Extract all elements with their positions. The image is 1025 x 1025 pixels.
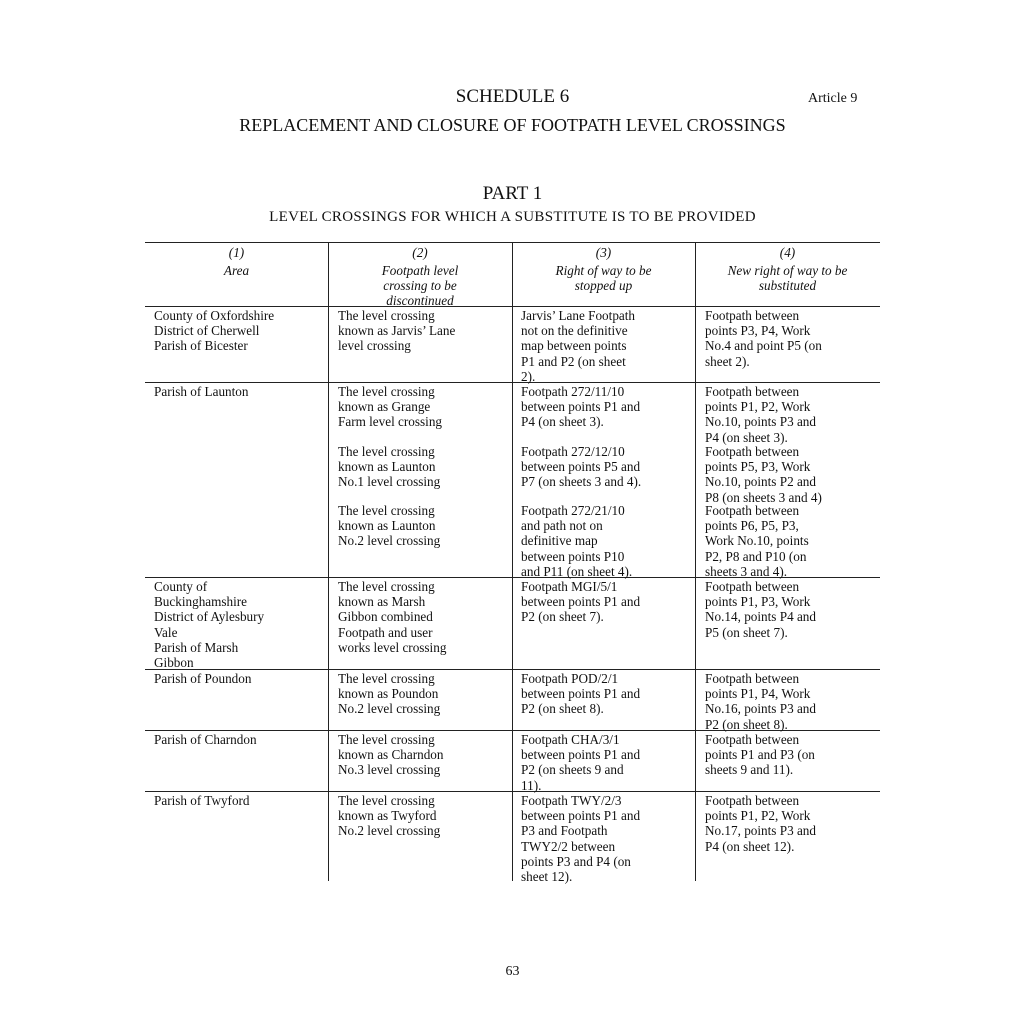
column-number: (4): [779, 245, 796, 260]
substituted-cell: Footpath between points P5, P3, Work No.10, points P2 and P8 (on sheets 3 and 4): [705, 444, 822, 505]
column-number: (3): [595, 245, 612, 260]
stopped-up-cell: Jarvis’ Lane Footpath not on the definitive map between points P1 and P2 (on sheet 2).: [521, 308, 636, 384]
part-heading: LEVEL CROSSINGS FOR WHICH A SUBSTITUTE IS TO BE PROVIDED: [269, 209, 756, 225]
column-header: New right of way to be substituted: [727, 263, 848, 294]
column-header: Footpath level crossing to be discontinued: [381, 263, 459, 309]
schedule-table: [145, 242, 880, 885]
area-cell: Parish of Poundon: [154, 671, 252, 686]
column-number: (2): [412, 245, 428, 260]
column-number: (1): [228, 245, 245, 260]
substituted-cell: Footpath between points P6, P5, P3, Work No.10, points P2, P8 and P10 (on sheets 3 and 4).: [705, 503, 809, 579]
stopped-up-cell: Footpath MGI/5/1 between points P1 and P2 (on sheet 7).: [521, 579, 641, 625]
substituted-cell: Footpath between points P1, P2, Work No.10, points P3 and P4 (on sheet 3).: [705, 384, 816, 445]
column-header: Area: [223, 263, 250, 278]
substituted-cell: Footpath between points P3, P4, Work No.4 and point P5 (on sheet 2).: [705, 308, 822, 369]
area-cell: County of Oxfordshire District of Cherwell Parish of Bicester: [154, 308, 275, 354]
schedule-heading: REPLACEMENT AND CLOSURE OF FOOTPATH LEVEL CROSSINGS: [239, 115, 786, 135]
stopped-up-cell: Footpath 272/21/10 and path not on definitive map between points P10 and P11 (on sheet 4).: [521, 503, 633, 579]
page-number: 63: [505, 964, 520, 979]
crossing-cell: The level crossing known as Poundon No.2 level crossing: [338, 671, 441, 717]
crossing-cell: The level crossing known as Jarvis’ Lane level crossing: [338, 308, 456, 354]
column-rule: [512, 242, 513, 881]
crossing-cell: The level crossing known as Charndon No.3 level crossing: [338, 732, 444, 778]
column-rule: [695, 242, 696, 881]
stopped-up-cell: Footpath POD/2/1 between points P1 and P2 (on sheet 8).: [521, 671, 641, 717]
area-cell: Parish of Launton: [154, 384, 249, 399]
crossing-cell: The level crossing known as Launton No.2 level crossing: [338, 503, 441, 549]
stopped-up-cell: Footpath CHA/3/1 between points P1 and P2 (on sheets 9 and 11).: [521, 732, 641, 793]
article-reference: Article 9: [808, 91, 858, 106]
substituted-cell: Footpath between points P1 and P3 (on sheets 9 and 11).: [705, 732, 815, 778]
column-rule: [328, 242, 329, 881]
schedule-title: SCHEDULE 6: [455, 86, 570, 107]
crossing-cell: The level crossing known as Marsh Gibbon combined Footpath and user works level crossing: [338, 579, 447, 655]
area-cell: Parish of Twyford: [154, 793, 250, 808]
crossing-cell: The level crossing known as Grange Farm level crossing: [338, 384, 443, 430]
substituted-cell: Footpath between points P1, P2, Work No.17, points P3 and P4 (on sheet 12).: [705, 793, 816, 854]
column-header: Right of way to be stopped up: [555, 263, 652, 294]
part-title: PART 1: [482, 183, 543, 204]
area-cell: County of Buckinghamshire District of Aylesbury Vale Parish of Marsh Gibbon: [154, 579, 265, 671]
area-cell: Parish of Charndon: [154, 732, 257, 747]
substituted-cell: Footpath between points P1, P4, Work No.16, points P3 and P2 (on sheet 8).: [705, 671, 816, 732]
stopped-up-cell: Footpath 272/11/10 between points P1 and P4 (on sheet 3).: [521, 384, 641, 430]
stopped-up-cell: Footpath TWY/2/3 between points P1 and P3 and Footpath TWY2/2 between points P3 and P4 (on sheet 12).: [521, 793, 641, 885]
stopped-up-cell: Footpath 272/12/10 between points P5 and P7 (on sheets 3 and 4).: [521, 444, 642, 490]
substituted-cell: Footpath between points P1, P3, Work No.14, points P4 and P5 (on sheet 7).: [705, 579, 816, 640]
crossing-cell: The level crossing known as Twyford No.2 level crossing: [338, 793, 441, 839]
crossing-cell: The level crossing known as Launton No.1 level crossing: [338, 444, 441, 490]
